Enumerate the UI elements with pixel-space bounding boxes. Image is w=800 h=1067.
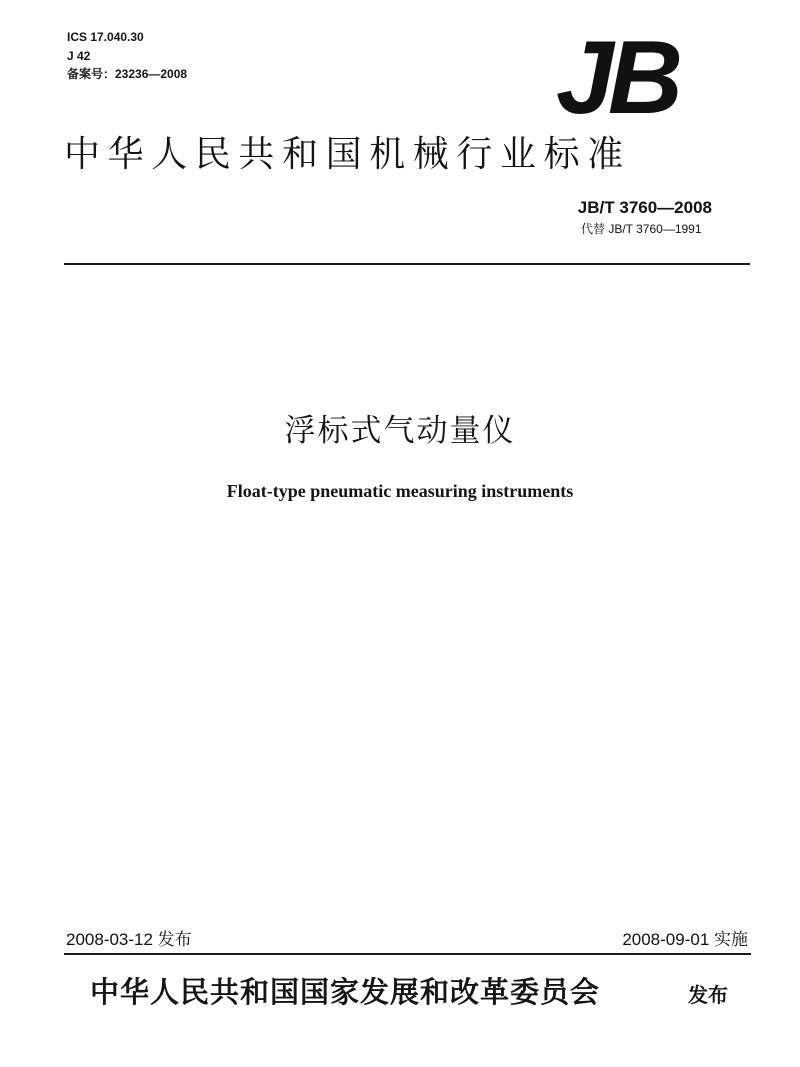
document-title-cn: 浮标式气动量仪 bbox=[284, 413, 516, 449]
top-divider bbox=[64, 263, 750, 265]
filing-number: 备案号：23236—2008 bbox=[67, 67, 188, 81]
document-title-en: Float-type pneumatic measuring instruments bbox=[226, 481, 574, 501]
standard-number: JB/T 3760—2008 bbox=[577, 198, 712, 217]
issuing-authority: 中华人民共和国国家发展和改革委员会 bbox=[90, 975, 601, 1009]
implementation-date: 2008-09-01 实施 bbox=[622, 930, 748, 949]
classification-code: J 42 bbox=[67, 49, 91, 63]
bottom-divider bbox=[64, 953, 751, 955]
ics-code: ICS 17.040.30 bbox=[67, 30, 144, 44]
jb-logo: JB bbox=[556, 26, 677, 130]
replaces-standard: 代替 JB/T 3760—1991 bbox=[581, 222, 702, 236]
issue-date: 2008-03-12 发布 bbox=[66, 930, 192, 949]
standard-category-title: 中华人民共和国机械行业标准 bbox=[64, 134, 631, 175]
issuing-authority-suffix: 发布 bbox=[688, 983, 728, 1007]
